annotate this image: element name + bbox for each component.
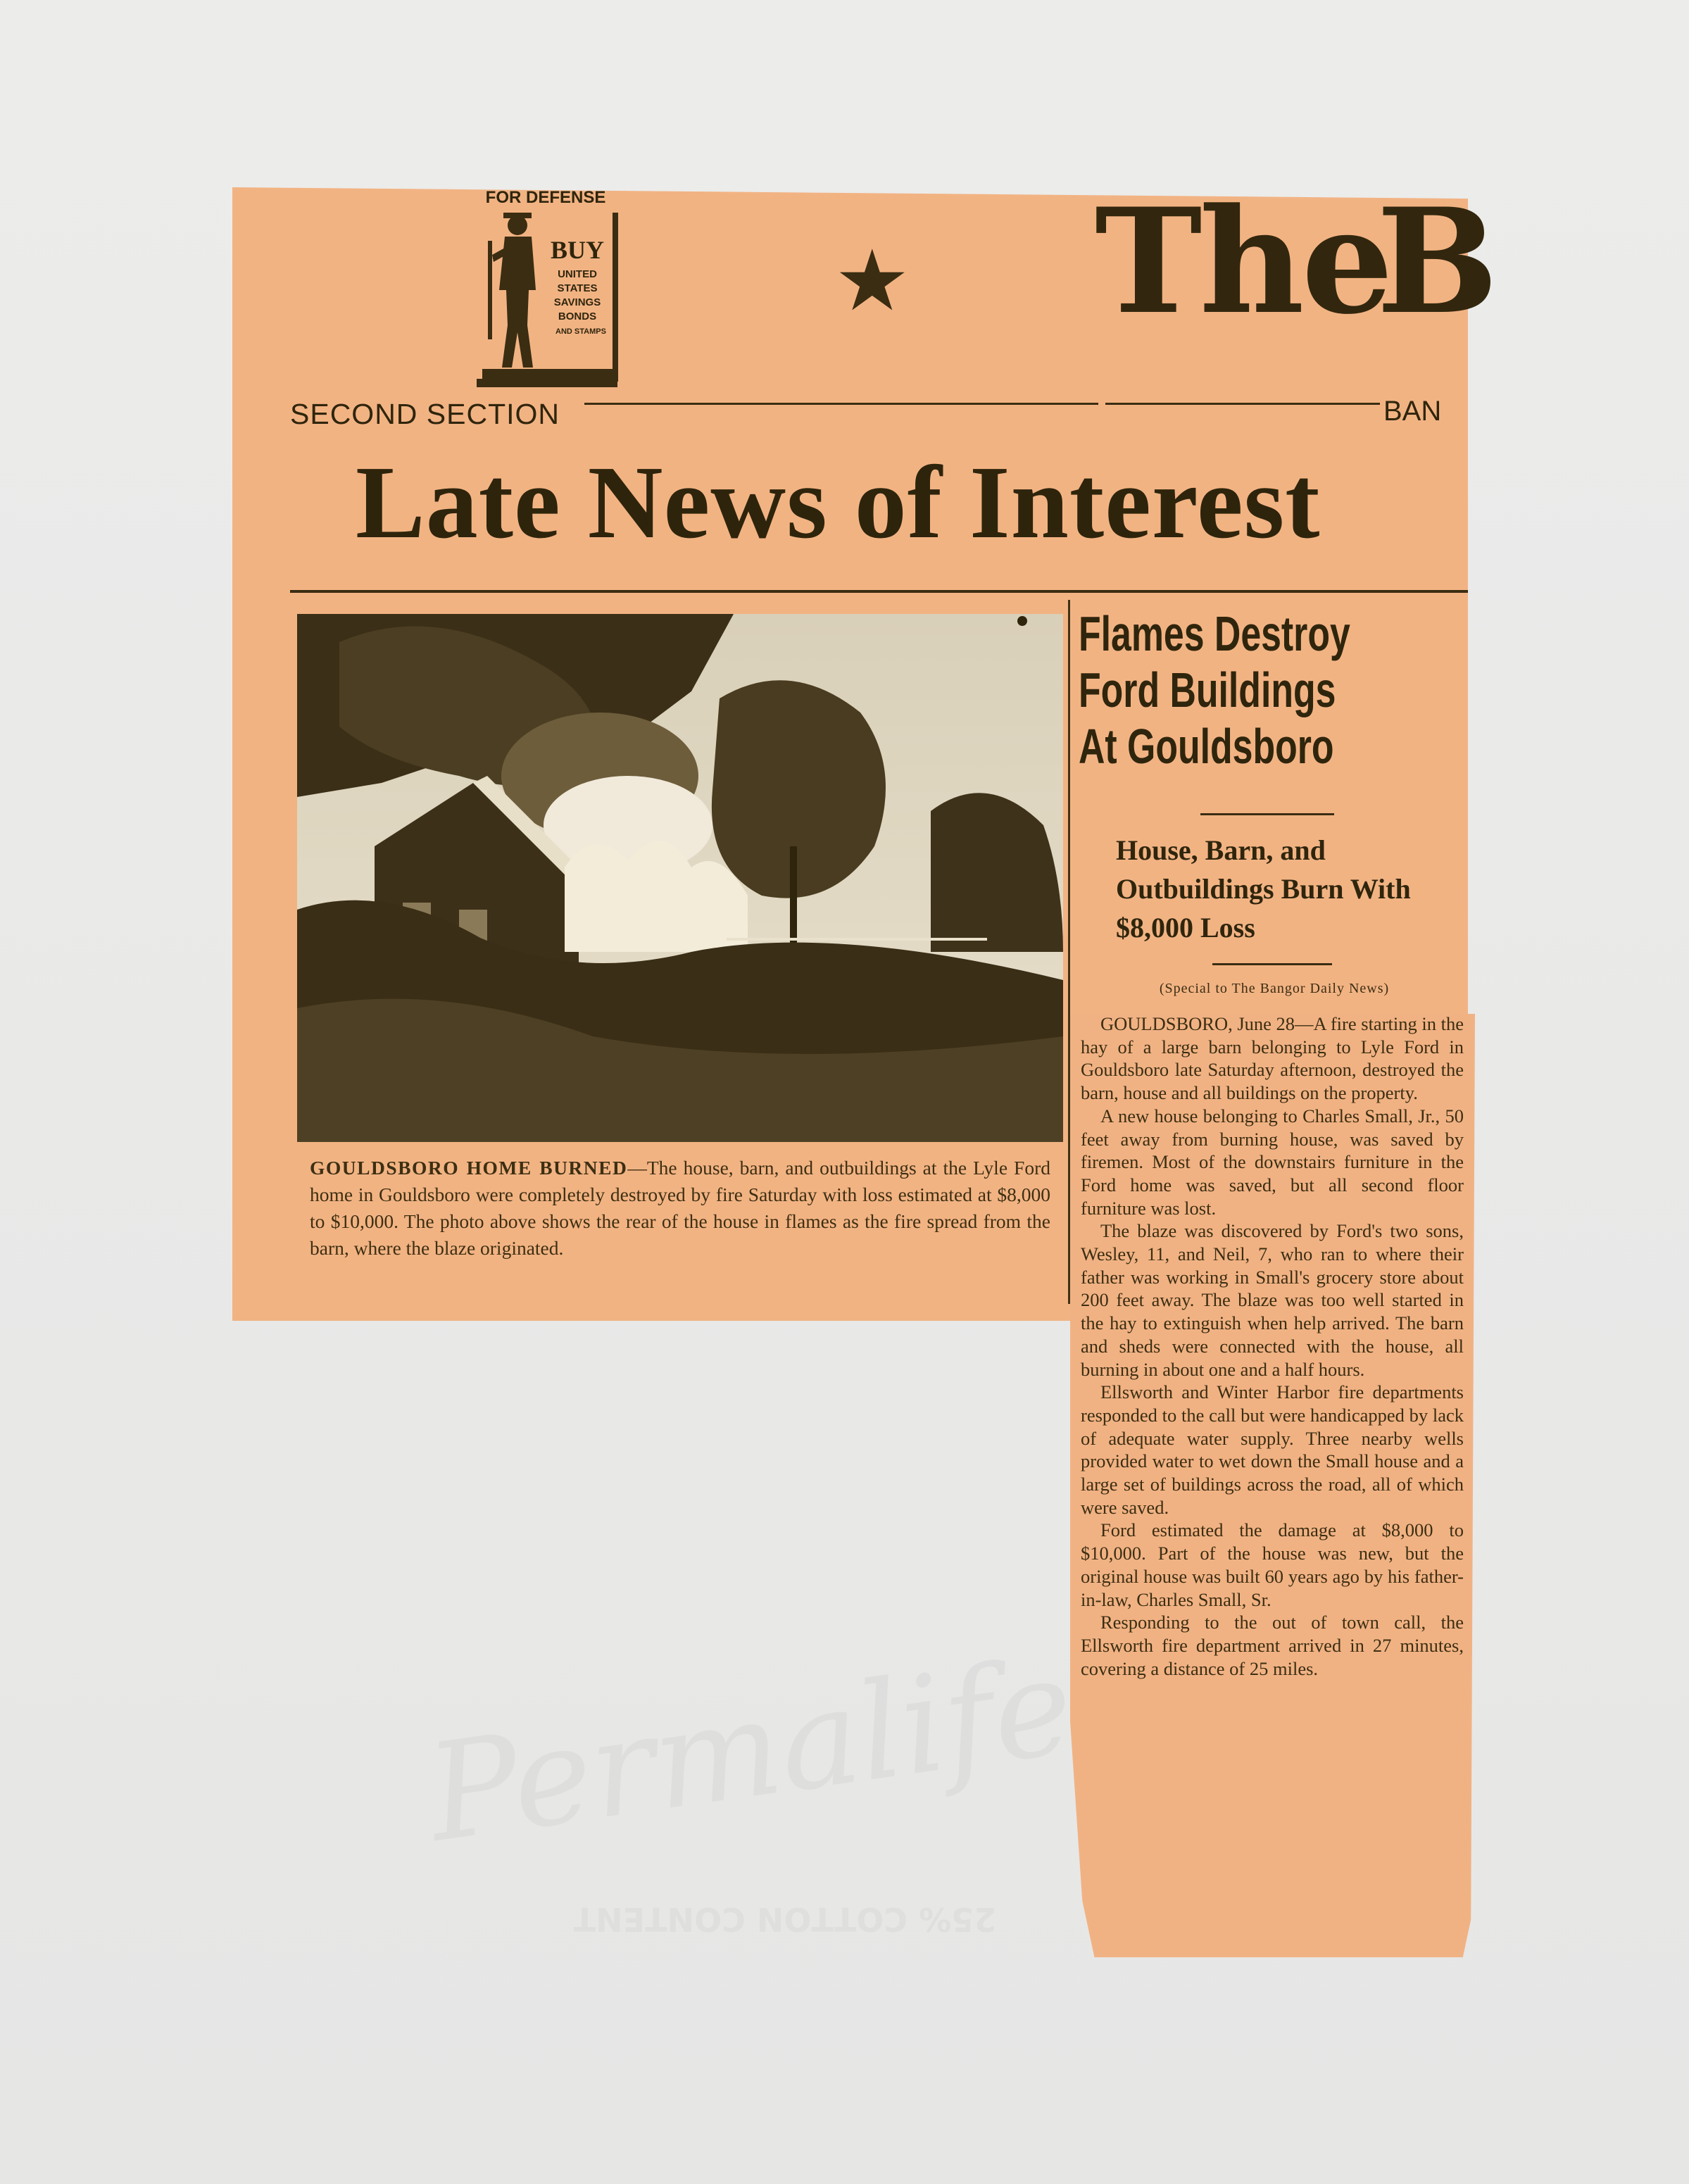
- column-rule: [1068, 600, 1070, 1304]
- special-credit: (Special to The Bangor Daily News): [1159, 981, 1390, 996]
- caption-lead: GOULDSBORO HOME BURNED: [310, 1157, 628, 1179]
- news-photo: [297, 614, 1063, 1142]
- bond-ad-line3: STATES: [557, 282, 598, 294]
- headline-line-2: Ford Buildings: [1079, 663, 1336, 717]
- paragraph: The blaze was discovered by Ford's two sons, Wesley, 11, and Neil, 7, who ran to where their father was working in Small's grocery store about 200 feet away. The blaze was too well started in the hay to extinguish when help arrived. The barn and sheds were connected with the house, all burning in about one and a half hours.: [1081, 1220, 1464, 1380]
- bond-ad-buy: BUY: [550, 236, 605, 264]
- defense-bond-ad: [468, 184, 627, 396]
- bond-ad-top-text: FOR DEFENSE: [485, 188, 606, 207]
- subhead-rule: [1212, 963, 1332, 965]
- paragraph: GOULDSBORO, June 28—A fire starting in the hay of a large barn belonging to Lyle Ford in Gouldsboro late Saturday afternoon, destroyed the barn, house and all buildings on the property.: [1081, 1013, 1464, 1104]
- article-headline: [1079, 605, 1459, 774]
- paragraph: A new house belonging to Charles Small, Jr., 50 feet away from burning house, was saved by firemen. Most of the downstairs furniture in the Ford home was saved, but all second floor furniture was lost.: [1081, 1105, 1464, 1219]
- caption-text: —The house, barn, and outbuildings at the Lyle Ford home in Gouldsboro were completely destroyed by fire Saturday with loss estimated at $8,000 to $10,000. The photo above shows the rear of the house in flames as the fire spread from the barn, where the blaze originated.: [310, 1157, 1050, 1259]
- masthead-partial-letter: B: [1376, 177, 1499, 346]
- section-rule-left: [584, 403, 1098, 405]
- photo-caption: [310, 1155, 1050, 1262]
- banner-headline: Late News of Interest: [356, 445, 1321, 560]
- watermark-line: 25% COTTON CONTENT: [573, 1900, 997, 1938]
- paper-watermark: [391, 1619, 1447, 1957]
- star-icon: ★: [834, 234, 910, 328]
- article-body: [1081, 1012, 1464, 1680]
- bond-ad-line6: AND STAMPS: [555, 327, 606, 336]
- headline-line-1: Flames Destroy: [1079, 606, 1350, 661]
- watermark-script: Permalife: [418, 1627, 1082, 1872]
- burning-house-photo: [297, 614, 1063, 1142]
- banner-rule: [290, 590, 1468, 593]
- headline-line-3: At Gouldsboro: [1079, 719, 1334, 774]
- section-label: SECOND SECTION: [290, 398, 560, 430]
- paragraph: Ford estimated the damage at $8,000 to $10,000. Part of the house was new, but the original house was built 60 years ago by his father-in-law, Charles Small, Sr.: [1081, 1519, 1464, 1610]
- bond-ad-line2: UNITED: [558, 268, 597, 280]
- section-label-right: BAN: [1383, 396, 1442, 427]
- headline-rule: [1200, 813, 1334, 815]
- article-subhead: House, Barn, and Outbuildings Burn With $8,000 Loss: [1116, 834, 1411, 943]
- masthead-title: The: [1095, 177, 1391, 346]
- bond-ad-line5: BONDS: [558, 310, 597, 322]
- section-rule-right: [1105, 403, 1380, 405]
- paragraph: Ellsworth and Winter Harbor fire departments responded to the call but were handicapped by lack of adequate water supply. Three nearby wells provided water to wet down the Small house and a large set of buildings across the road, all of which were saved.: [1081, 1381, 1464, 1518]
- paragraph: Responding to the out of town call, the Ellsworth fire department arrived in 27 minutes, covering a distance of 25 miles.: [1081, 1612, 1464, 1679]
- bond-ad-line4: SAVINGS: [553, 296, 601, 308]
